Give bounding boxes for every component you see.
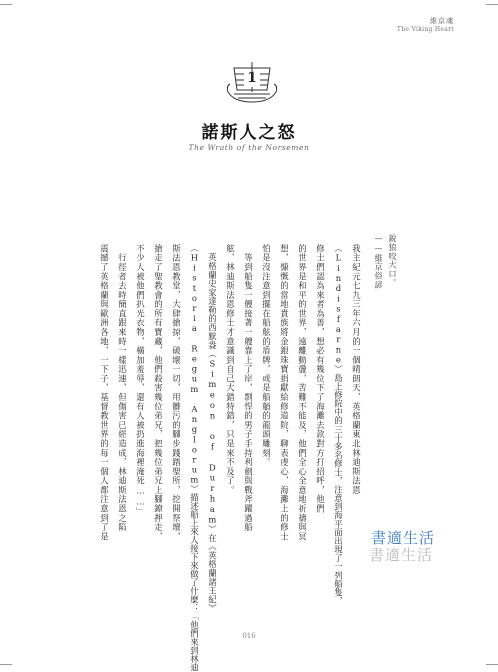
body-column: （Lindisfarne）島上修院中的三十多名修士，注意到海平面出現了一列船隻，: [333, 244, 344, 606]
chapter-subtitle: The Wrath of the Norsemen: [188, 143, 310, 152]
body-column: 等到船隻一艘接著一艘靠上了岸，剽悍的男子手持利劍與戰斧躍過船: [243, 244, 254, 532]
crop-mark-bottom-right: [486, 664, 498, 665]
body-column: 的世界是和平的世界，遠離動盪，苦難不能及，他們全心全意地祈禱與冥: [297, 244, 308, 542]
body-column: 斯法恩教堂，大肆搶掠，破壞一切，用髒污的腳步踐踏聖所，挖開祭壇，: [171, 244, 182, 542]
body-column: （Historia Regum Anglorum）描述船上來人接下來做了什麼：「他們來到林迪: [189, 244, 200, 672]
body-column: 舷，林迪斯法恩修士才意識到自己大錯特錯，只是來不及了。: [225, 244, 236, 495]
chapter-emblem: [226, 58, 278, 110]
body-column: 震撼了英格蘭與歐洲各地，一下子，基督教世界的每一個人都注意到了是: [99, 244, 110, 542]
body-column: 修士們認為來者為善，想必有幾位下了海灘去款對方打招呼，他們: [315, 244, 326, 514]
watermark-primary: 書適生活: [371, 529, 436, 547]
running-title-en: The Viking Heart: [396, 26, 454, 33]
body-column: 英格蘭史家達勒的西默盎（Simeon of Durham）在《英格蘭諸王紀》: [207, 244, 218, 613]
body-column: 我主紀元七九三年六月的一個晴朗天，英格蘭東北林迪斯法恩: [351, 244, 362, 495]
body-column: 不少人被他們扒光衣物，橫加羞辱，還有人被扔進海裡淹死……」: [135, 244, 146, 517]
body-column: 行徑者去時簡直跟來時一樣迅速，但傷害已經造成，林迪斯法恩之陷: [117, 244, 128, 532]
chapter-title: 諾斯人之怒: [201, 123, 297, 143]
running-title-zh: 維京魂: [430, 17, 454, 25]
body-column: 搶走了聖教會的所有寶藏，他們殺害幾位弟兄，把幾位弟兄上腳鐐押走，: [153, 244, 164, 542]
crop-mark-top-right: [486, 4, 498, 5]
epigraph-quote: 銳狼咬大口。: [388, 234, 397, 288]
page-number: 016: [242, 632, 256, 640]
body-column: 怕是沒注意到擺在船舷的盾牌，或是船艏的龍頭雕刻。: [261, 244, 272, 467]
crop-mark-top-left: [0, 4, 12, 5]
watermark-secondary: 書適生活: [369, 546, 434, 564]
chapter-number: 1: [247, 70, 257, 86]
crop-mark-bottom-left: [0, 664, 12, 665]
epigraph-attribution: ——維京俗諺: [374, 234, 383, 290]
body-column: 想，慷慨的當地貴族將金銀珠寶捐獻給修道院，聊表虔心，海灘上的修士: [279, 244, 290, 542]
